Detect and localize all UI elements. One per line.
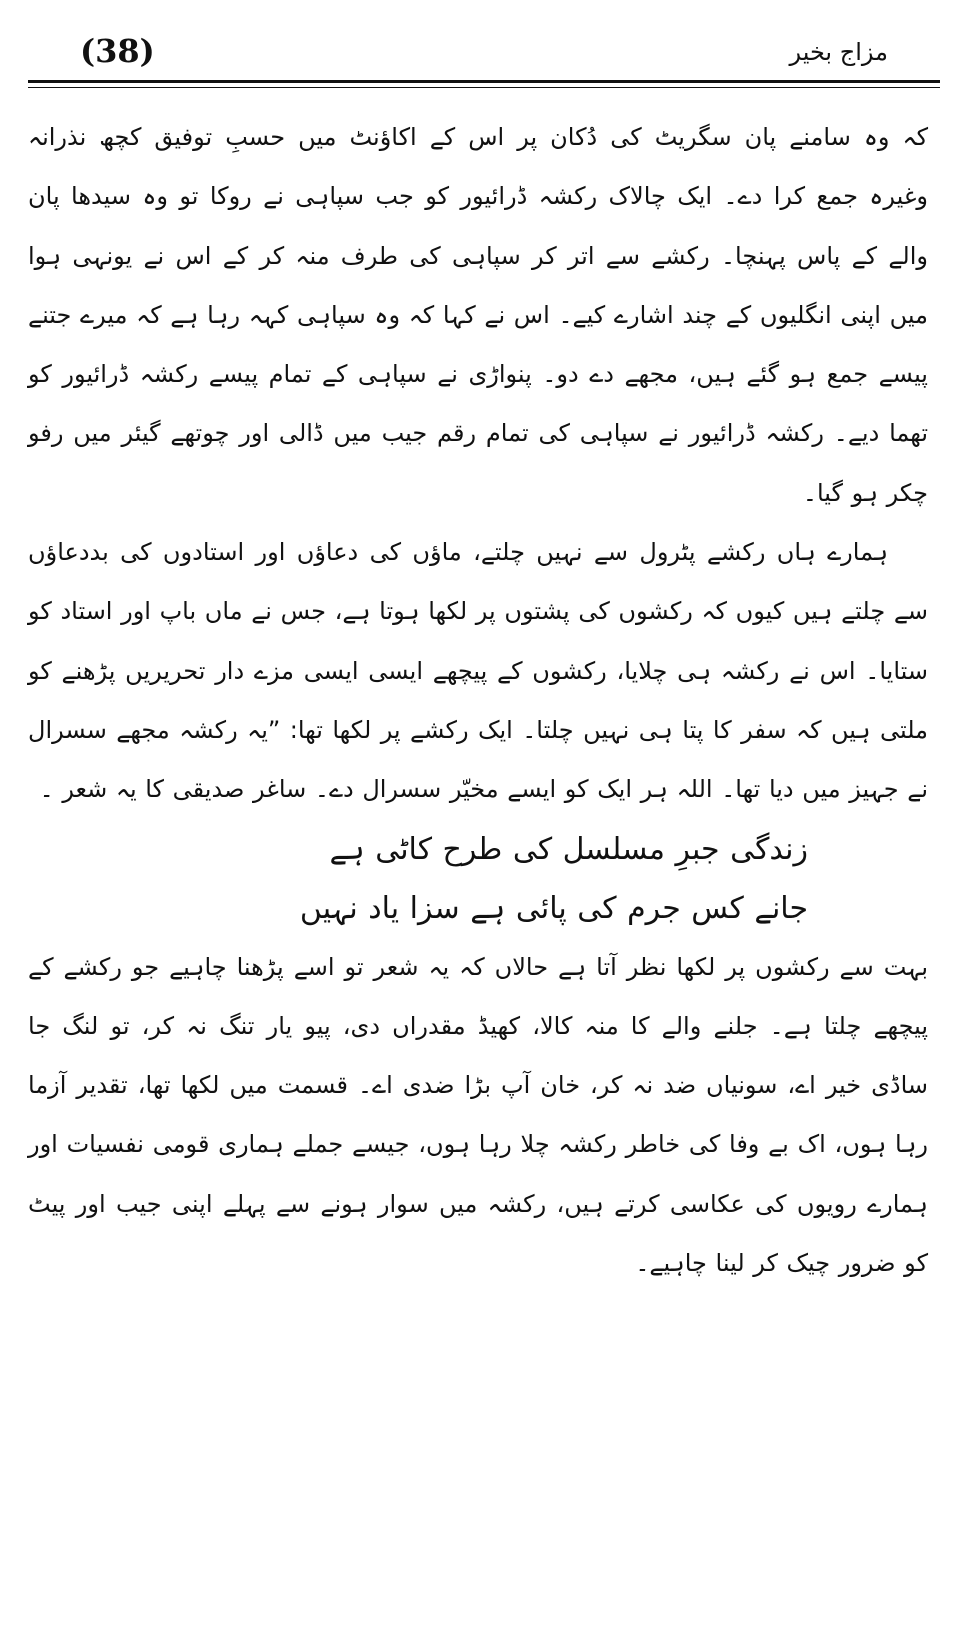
header-rule-thick: [28, 80, 940, 83]
poem-couplet: [28, 820, 928, 938]
page-number: (38): [80, 32, 155, 70]
page-header: [40, 28, 928, 76]
paragraph: ہمارے ہاں رکشے پٹرول سے نہیں چلتے، ماؤں کی دعاؤں اور استادوں کی بددعاؤں سے چلتے ہیں کیوں کہ رکشوں کی پشتوں پر لکھا ہوتا ہے، جس نے ماں باپ اور استاد کو ستایا۔ اس نے رکشہ ہی چلایا، رکشوں کے پیچھے ایسی ایسی مزے دار تحریریں پڑھنے کو ملتی ہیں کہ سفر کا پتا ہی نہیں چلتا۔ ایک رکشے پر لکھا تھا: ”یہ رکشہ مجھے سسرال نے جہیز میں دیا تھا۔ اللہ ہر ایک کو ایسے مخیّر سسرال دے۔ ساغر صدیقی کا یہ شعر ۔: [28, 538, 928, 804]
verse-line: زندگی جبرِ مسلسل کی طرح کاٹی ہے: [329, 831, 808, 867]
verse-line: جانے کس جرم کی پائی ہے سزا یاد نہیں: [299, 890, 808, 926]
paragraph: بہت سے رکشوں پر لکھا نظر آتا ہے حالاں کہ یہ شعر تو اسے پڑھنا چاہیے جو رکشے کے پیچھے چلتا ہے۔ جلنے والے کا منہ کالا، کھیڈ مقدراں دی، پیو یار تنگ نہ کر، تو لنگ جا ساڈی خیر اے، سونیاں ضد نہ کر، خان آپ بڑا ضدی اے۔ قسمت میں لکھا تھا، تقدیر آزما رہا ہوں، اک بے وفا کی خاطر رکشہ چلا رہا ہوں، جیسے جملے ہماری قومی نفسیات اور ہمارے رویوں کی عکاسی کرتے ہیں، رکشہ میں سوار ہونے سے پہلے اپنی جیب اور پیٹ کو ضرور چیک کر لینا چاہیے۔: [28, 952, 928, 1278]
header-rule-thin: [28, 87, 940, 88]
paragraph: کہ وہ سامنے پان سگریٹ کی دُکان پر اس کے اکاؤنٹ میں حسبِ توفیق کچھ نذرانہ وغیرہ جمع کرا دے۔ ایک چالاک رکشہ ڈرائیور کو جب سپاہی نے روکا تو وہ سیدھا پان والے کے پاس پہنچا۔ رکشے سے اتر کر سپاہی کی طرف منہ کر کے اس نے یونہی ہوا میں اپنی انگلیوں کے چند اشارے کیے۔ اس نے کہا کہ وہ سپاہی کہہ رہا ہے کہ میرے جتنے پیسے جمع ہو گئے ہیں، مجھے دے دو۔ پنواڑی نے سپاہی کے تمام پیسے رکشہ ڈرائیور کو تھما دیے۔ رکشہ ڈرائیور نے سپاہی کی تمام رقم جیب میں ڈالی اور چوتھے گیئر میں رفو چکر ہو گیا۔: [28, 123, 928, 507]
page-body: [28, 108, 928, 1293]
running-title: مزاج بخیر: [789, 38, 888, 66]
